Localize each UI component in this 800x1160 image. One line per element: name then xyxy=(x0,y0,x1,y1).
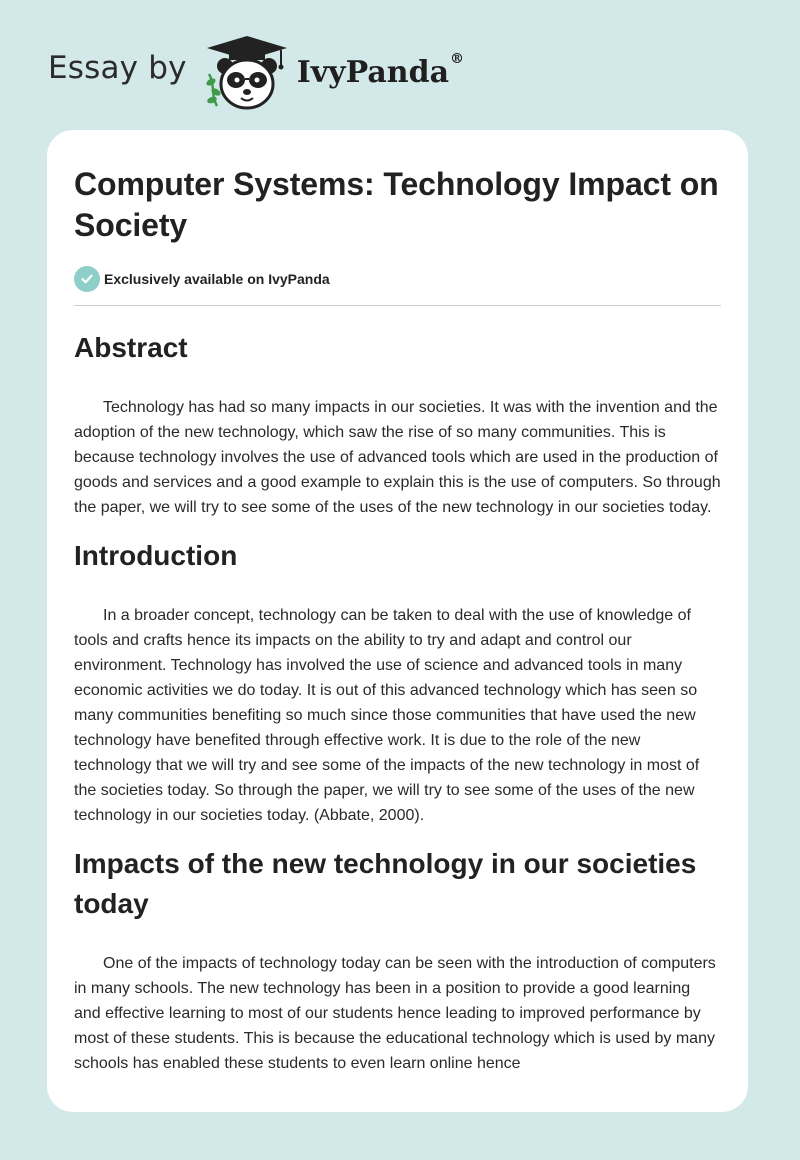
section-heading-abstract: Abstract xyxy=(74,332,188,363)
divider xyxy=(74,305,721,306)
section-heading-impacts: Impacts of the new technology in our societies today xyxy=(74,848,697,919)
section-body-introduction: In a broader concept, technology can be taken to deal with the use of knowledge of tools and crafts hence its impacts on the ability to try and adapt and control our environment. Technology has involved the use of science and advanced tools in many economic activities we do today. It is out of this advanced technology which has seen so many communities benefiting so much since those communities that have used the new technology have benefited through effective work. It is due to the role of the new technology that we will try and see some of the impacts of the new technology in most of the societies today. So through the paper, we will try to see some of the uses of the new technology in our societies today. (Abbate, 2000). xyxy=(74,607,700,824)
essay-card xyxy=(47,130,748,1112)
panda-logo-icon[interactable] xyxy=(201,34,293,114)
site-header xyxy=(48,34,464,114)
essay-by-label: Essay by xyxy=(48,50,187,86)
exclusive-badge xyxy=(74,266,721,292)
registered-mark: ® xyxy=(450,50,465,67)
brand-label: IvyPanda xyxy=(296,54,450,90)
section-body-impacts: One of the impacts of technology today can be seen with the introduction of computers in many schools. The new technology has been in a position to provide a good learning and effective learning to most of our students hence leading to improved performance by most of these students. This is because the educational technology which is used by many schools has enabled these students to even learn online hence xyxy=(74,955,716,1072)
page-title: Computer Systems: Technology Impact on Society xyxy=(74,166,719,243)
section-body-abstract: Technology has had so many impacts in our societies. It was with the invention and the adoption of the new technology, which saw the rise of so many communities. This is because technology involves the use of advanced tools which are used in the production of goods and services and a good example to explain this is the use of computers. So through the paper, we will try to see some of the uses of the new technology in our societies today. xyxy=(74,399,721,516)
section-heading-introduction: Introduction xyxy=(74,540,238,571)
check-icon xyxy=(74,266,100,292)
exclusive-label: Exclusively available on IvyPanda xyxy=(104,271,330,287)
brand-name[interactable] xyxy=(296,50,465,90)
